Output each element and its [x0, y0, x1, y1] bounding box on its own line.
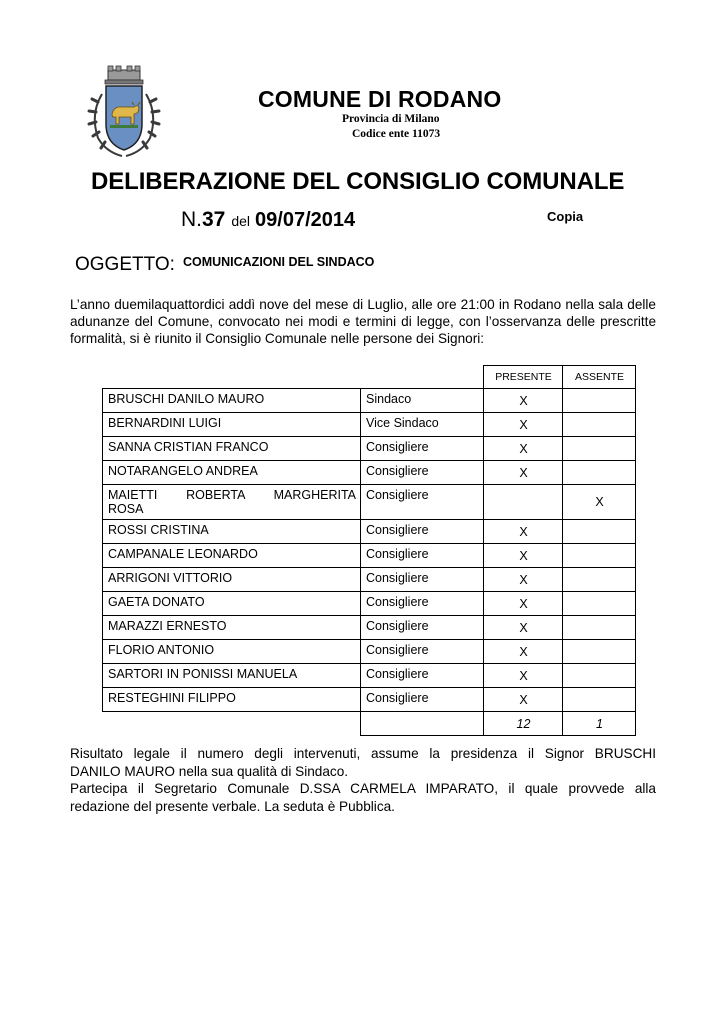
- member-name: CAMPANALE LEONARDO: [103, 544, 361, 568]
- present-mark: X: [484, 544, 563, 568]
- attendance-table: [102, 365, 636, 736]
- present-mark: X: [484, 568, 563, 592]
- attendance-row: [103, 640, 636, 664]
- member-name: ARRIGONI VITTORIO: [103, 568, 361, 592]
- absent-column-header: ASSENTE: [563, 366, 636, 389]
- member-name: NOTARANGELO ANDREA: [103, 461, 361, 485]
- present-mark: X: [484, 664, 563, 688]
- deliberation-date: 09/07/2014: [255, 209, 356, 231]
- attendance-row: [103, 389, 636, 413]
- member-role: Consigliere: [361, 544, 484, 568]
- attendance-row: [103, 437, 636, 461]
- present-mark: X: [484, 437, 563, 461]
- number-prefix: N.: [181, 208, 202, 231]
- subject-text: COMUNICAZIONI DEL SINDACO: [182, 255, 375, 269]
- header-blank-cell: [361, 366, 484, 389]
- absent-mark: [563, 568, 636, 592]
- municipal-crest-icon: [84, 64, 164, 160]
- present-mark: X: [484, 389, 563, 413]
- member-role: Consigliere: [361, 592, 484, 616]
- member-name: GAETA DONATO: [103, 592, 361, 616]
- member-role: Consigliere: [361, 437, 484, 461]
- member-name: SANNA CRISTIAN FRANCO: [103, 437, 361, 461]
- present-mark: X: [484, 616, 563, 640]
- intro-paragraph: L’anno duemilaquattordici addì nove del mese di Luglio, alle ore 21:00 in Rodano nella sala delle adunanze del Comune, convocato nei modi e termini di legge, con l’osservanza delle prescritte formalità, si è riunito il Consiglio Comunale nelle persone dei Signori:: [70, 297, 656, 346]
- present-mark: X: [484, 520, 563, 544]
- present-mark: X: [484, 640, 563, 664]
- absent-mark: [563, 544, 636, 568]
- attendance-row: [103, 688, 636, 712]
- document-title: DELIBERAZIONE DEL CONSIGLIO COMUNALE: [91, 168, 625, 195]
- member-name: BERNARDINI LUIGI: [103, 413, 361, 437]
- municipality-name: COMUNE DI RODANO: [258, 86, 502, 112]
- attendance-header-row: [103, 366, 636, 389]
- deliberation-number: 37: [202, 208, 226, 231]
- member-role: Consigliere: [361, 520, 484, 544]
- date-connector: del: [231, 213, 251, 229]
- present-mark: [484, 485, 563, 520]
- attendance-row: [103, 616, 636, 640]
- present-column-header: PRESENTE: [484, 366, 563, 389]
- member-name: [103, 485, 361, 520]
- member-name: RESTEGHINI FILIPPO: [103, 688, 361, 712]
- present-mark: X: [484, 688, 563, 712]
- outro-line: Partecipa il Segretario Comunale D.SSA CARMELA IMPARATO, il quale provvede alla: [70, 781, 656, 796]
- member-role: Consigliere: [361, 616, 484, 640]
- member-name: BRUSCHI DANILO MAURO: [103, 389, 361, 413]
- subject-label: OGGETTO:: [75, 254, 175, 275]
- copy-label: Copia: [547, 209, 584, 224]
- absent-mark: [563, 520, 636, 544]
- member-name: SARTORI IN PONISSI MANUELA: [103, 664, 361, 688]
- outro-line: DANILO MAURO nella sua qualità di Sindaco.: [70, 763, 349, 779]
- member-role: Consigliere: [361, 640, 484, 664]
- present-mark: X: [484, 413, 563, 437]
- absent-mark: X: [563, 485, 636, 520]
- member-name: MARAZZI ERNESTO: [103, 616, 361, 640]
- outro-line: Risultato legale il numero degli intervenuti, assume la presidenza il Signor BRUSCHI: [70, 746, 656, 761]
- attendance-row: [103, 544, 636, 568]
- member-name-line: MAIETTI ROBERTA MARGHERITA: [108, 488, 356, 502]
- absent-mark: [563, 688, 636, 712]
- absent-mark: [563, 592, 636, 616]
- member-role: Consigliere: [361, 664, 484, 688]
- absent-total: 1: [563, 712, 636, 736]
- member-name: ROSSI CRISTINA: [103, 520, 361, 544]
- outro-paragraph: [70, 745, 656, 815]
- member-role: Consigliere: [361, 485, 484, 520]
- deliberation-number-line: [181, 208, 355, 232]
- outro-line: redazione del presente verbale. La seduta è Pubblica.: [70, 798, 395, 814]
- member-role: Vice Sindaco: [361, 413, 484, 437]
- absent-mark: [563, 437, 636, 461]
- present-mark: X: [484, 461, 563, 485]
- attendance-row: [103, 461, 636, 485]
- absent-mark: [563, 389, 636, 413]
- header-blank-cell: [103, 366, 361, 389]
- attendance-row: [103, 485, 636, 520]
- member-name-line: ROSA: [108, 502, 144, 516]
- present-total: 12: [484, 712, 563, 736]
- member-name: FLORIO ANTONIO: [103, 640, 361, 664]
- absent-mark: [563, 616, 636, 640]
- subject-line: [75, 254, 374, 276]
- member-role: Consigliere: [361, 568, 484, 592]
- totals-blank-cell: [103, 712, 361, 736]
- absent-mark: [563, 664, 636, 688]
- province-label: Provincia di Milano: [342, 113, 440, 125]
- member-role: Sindaco: [361, 389, 484, 413]
- attendance-row: [103, 413, 636, 437]
- member-role: Consigliere: [361, 688, 484, 712]
- totals-blank-cell: [361, 712, 484, 736]
- present-mark: X: [484, 592, 563, 616]
- entity-code: Codice ente 11073: [352, 128, 441, 140]
- attendance-row: [103, 592, 636, 616]
- attendance-row: [103, 664, 636, 688]
- attendance-row: [103, 520, 636, 544]
- attendance-totals-row: [103, 712, 636, 736]
- absent-mark: [563, 640, 636, 664]
- member-role: Consigliere: [361, 461, 484, 485]
- absent-mark: [563, 461, 636, 485]
- attendance-row: [103, 568, 636, 592]
- absent-mark: [563, 413, 636, 437]
